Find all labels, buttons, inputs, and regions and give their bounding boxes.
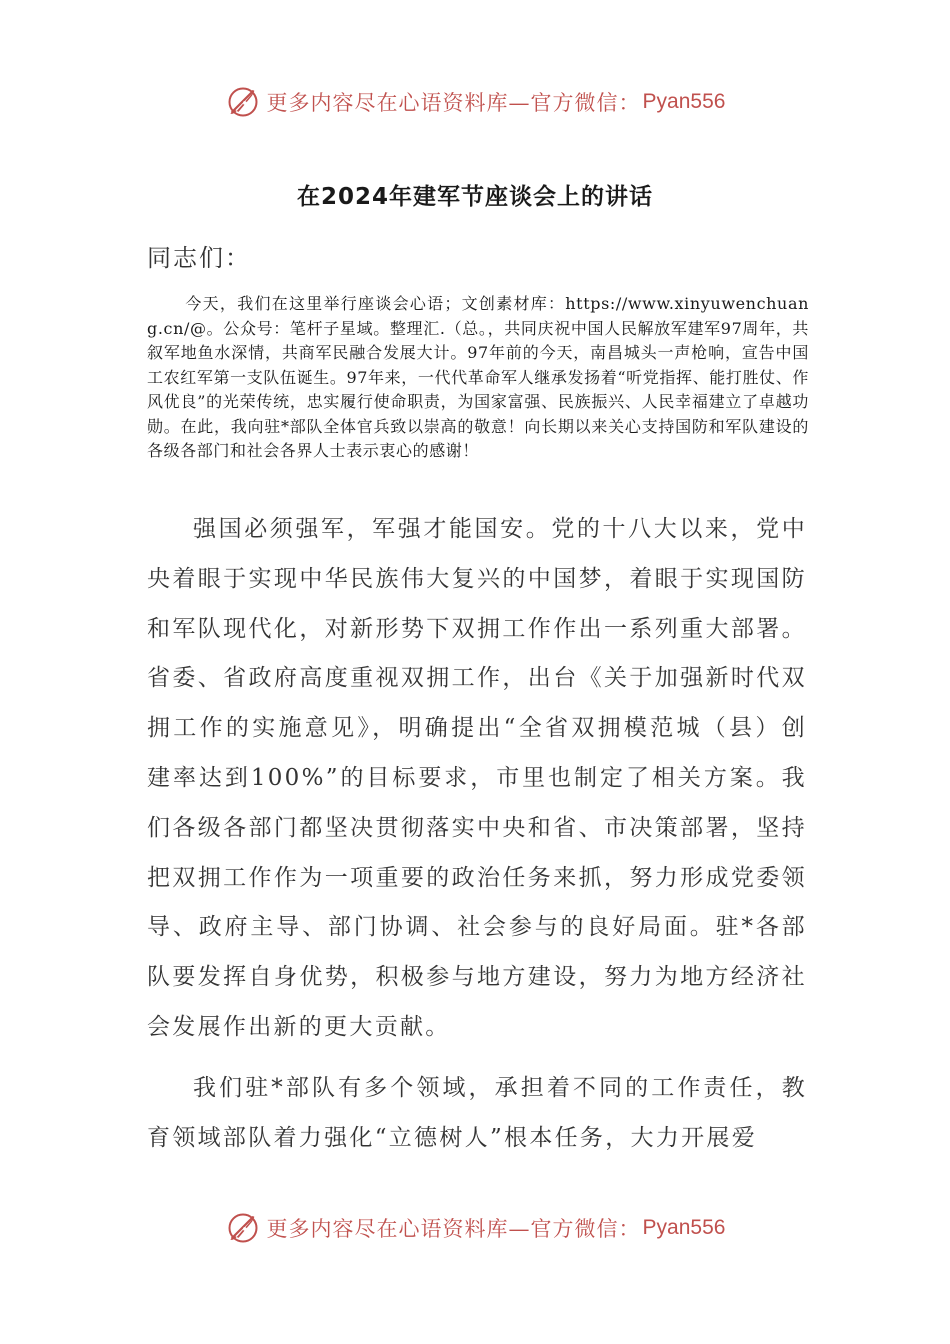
footer-banner (0, 1208, 950, 1248)
header-banner (0, 82, 950, 122)
wechat-handle: Pyan556 (642, 90, 726, 113)
pen-logo-icon (225, 1210, 261, 1246)
banner-slogan: 更多内容尽在心语资料库—官方微信： (266, 91, 641, 115)
greeting: 同志们： (147, 244, 251, 272)
pen-logo-icon (225, 84, 261, 120)
intro-paragraph: 今天，我们在这里举行座谈会心语；文创素材库：https://www.xinyuwenchuang.cn/@。公众号：笔杆子星域。整理汇.（总。，共同庆祝中国人民解放军建军97周年，共叙军地鱼水深情，共商军民融合发展大计。97年前的今天，南昌城头一声枪响，宣告中国工农红军第一支队伍诞生。97年来，一代代革命军人继承发扬着“听党指挥、能打胜仗、作风优良”的光荣传统，忠实履行使命职责，为国家富强、民族振兴、人民幸福建立了卓越功勋。在此，我向驻*部队全体官兵致以崇高的敬意！向长期以来关心支持国防和军队建设的各级各部门和社会各界人士表示衷心的感谢！ (147, 294, 809, 460)
banner-slogan: 更多内容尽在心语资料库—官方微信： (266, 1217, 641, 1241)
document-title: 在2024年建军节座谈会上的讲话 (296, 184, 653, 210)
body-paragraph-1: 强国必须强军，军强才能国安。党的十八大以来，党中央着眼于实现中华民族伟大复兴的中国梦，着眼于实现国防和军队现代化，对新形势下双拥工作作出一系列重大部署。省委、省政府高度重视双拥工作，出台《关于加强新时代双拥工作的实施意见》，明确提出“全省双拥模范城（县）创建率达到100%”的目标要求，市里也制定了相关方案。我们各级各部门都坚决贯彻落实中央和省、市决策部署，坚持把双拥工作作为一项重要的政治任务来抓，努力形成党委领导、政府主导、部门协调、社会参与的良好局面。驻*各部队要发挥自身优势，积极参与地方建设，努力为地方经济社会发展作出新的更大贡献。 (147, 516, 807, 1040)
body-paragraph-2: 我们驻*部队有多个领域，承担着不同的工作责任，教育领域部队着力强化“立德树人”根本任务，大力开展爱 (147, 1075, 807, 1151)
wechat-handle: Pyan556 (642, 1216, 726, 1239)
